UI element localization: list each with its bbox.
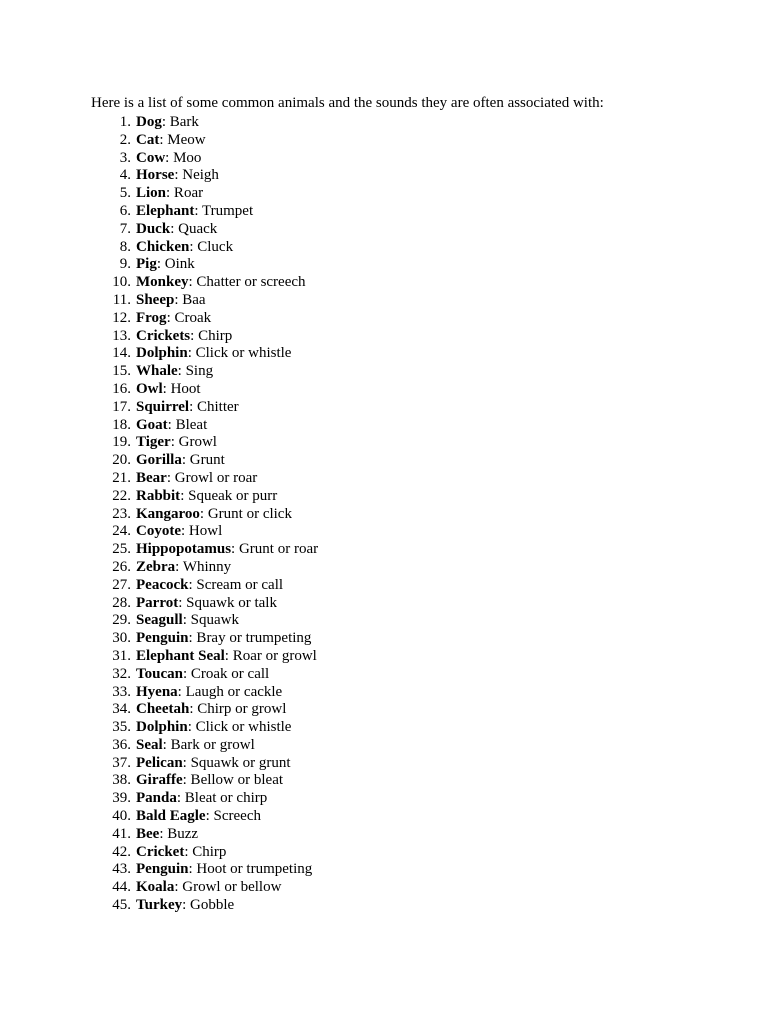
list-item-number: 34.	[112, 701, 131, 718]
list-item-number: 9.	[119, 256, 131, 273]
animal-sound: : Moo	[165, 149, 202, 166]
list-item	[91, 755, 318, 773]
animal-sound: : Bray or trumpeting	[188, 630, 312, 647]
animal-name: Cat	[136, 131, 160, 148]
list-item-number: 22.	[112, 487, 131, 504]
list-item-number: 38.	[112, 772, 131, 789]
animal-name: Bee	[136, 825, 160, 842]
animal-sound: : Scream or call	[188, 576, 284, 593]
list-item-number: 43.	[112, 861, 131, 878]
animal-sound: : Bleat or chirp	[176, 790, 268, 807]
animal-sound: : Sing	[177, 363, 214, 380]
list-item-number: 45.	[112, 897, 131, 914]
list-item-number: 12.	[112, 309, 131, 326]
list-item	[91, 274, 318, 292]
animal-name: Gorilla	[136, 452, 182, 469]
animal-sound: : Croak	[166, 309, 212, 326]
list-item	[91, 737, 318, 755]
list-item	[91, 185, 318, 203]
animal-name: Pig	[136, 256, 157, 273]
list-item-number: 36.	[112, 736, 131, 753]
list-item-number: 17.	[112, 398, 131, 415]
list-item-number: 29.	[112, 612, 131, 629]
animal-name: Sheep	[136, 291, 175, 308]
animal-name: Turkey	[136, 897, 183, 914]
animal-sound: : Cluck	[189, 238, 234, 255]
animal-name: Seagull	[136, 612, 183, 629]
list-item-number: 21.	[112, 469, 131, 486]
animal-name: Zebra	[136, 558, 176, 575]
list-item-number: 10.	[112, 274, 131, 291]
list-item-number: 27.	[112, 576, 131, 593]
animal-name: Frog	[136, 309, 167, 326]
list-item-number: 39.	[112, 790, 131, 807]
animal-sound: : Grunt or click	[199, 505, 292, 522]
animal-name: Hyena	[136, 683, 178, 700]
list-item	[91, 808, 318, 826]
list-item	[91, 452, 318, 470]
animal-sound: : Bark or growl	[162, 736, 255, 753]
list-item-number: 25.	[112, 541, 131, 558]
list-item	[91, 114, 318, 132]
animal-sound: : Baa	[174, 291, 206, 308]
animal-name: Cricket	[136, 843, 185, 860]
animal-name: Panda	[136, 790, 177, 807]
animal-name: Goat	[136, 416, 168, 433]
animal-sound: : Growl or roar	[166, 469, 258, 486]
animal-name: Bear	[136, 469, 167, 486]
animal-sound: : Oink	[156, 256, 195, 273]
animal-name: Giraffe	[136, 772, 183, 789]
list-item	[91, 132, 318, 150]
animal-sound: : Chirp	[190, 327, 233, 344]
animal-name: Chicken	[136, 238, 190, 255]
animal-name: Toucan	[136, 665, 183, 682]
list-item-number: 37.	[112, 754, 131, 771]
animal-sound: : Growl	[170, 434, 217, 451]
animal-name: Parrot	[136, 594, 179, 611]
animal-name: Seal	[136, 736, 163, 753]
list-item	[91, 150, 318, 168]
list-item	[91, 523, 318, 541]
animal-sound: : Howl	[181, 523, 223, 540]
animal-name: Elephant Seal	[136, 647, 225, 664]
animal-sound: : Trumpet	[194, 202, 254, 219]
animal-sound: : Click or whistle	[187, 719, 292, 736]
list-item	[91, 772, 318, 790]
animal-sound-list	[91, 114, 318, 915]
animal-sound: : Squeak or purr	[180, 487, 278, 504]
animal-sound: : Click or whistle	[187, 345, 292, 362]
animal-sound: : Roar or growl	[224, 647, 317, 664]
animal-sound: : Grunt	[181, 452, 225, 469]
animal-name: Tiger	[136, 434, 171, 451]
list-item	[91, 399, 318, 417]
animal-sound: : Grunt or roar	[231, 541, 319, 558]
animal-name: Crickets	[136, 327, 191, 344]
animal-name: Owl	[136, 380, 163, 397]
list-item-number: 4.	[119, 167, 131, 184]
animal-sound: : Croak or call	[182, 665, 270, 682]
animal-name: Penguin	[136, 630, 189, 647]
animal-sound: : Quack	[170, 220, 218, 237]
list-item-number: 13.	[112, 327, 131, 344]
intro-text: Here is a list of some common animals and the sounds they are often associated with:	[91, 95, 604, 111]
animal-name: Coyote	[136, 523, 181, 540]
animal-sound: : Bellow or bleat	[182, 772, 284, 789]
animal-sound: : Squawk or grunt	[182, 754, 291, 771]
list-item-number: 11.	[112, 291, 131, 308]
animal-sound: : Screech	[205, 808, 261, 825]
list-item-number: 26.	[112, 558, 131, 575]
list-item	[91, 577, 318, 595]
list-item	[91, 897, 318, 915]
list-item	[91, 541, 318, 559]
list-item	[91, 612, 318, 630]
list-item-number: 32.	[112, 665, 131, 682]
animal-sound: : Laugh or cackle	[177, 683, 283, 700]
animal-name: Kangaroo	[136, 505, 200, 522]
list-item	[91, 310, 318, 328]
animal-name: Peacock	[136, 576, 189, 593]
list-item-number: 33.	[112, 683, 131, 700]
animal-sound: : Roar	[166, 185, 204, 202]
list-item	[91, 559, 318, 577]
animal-name: Horse	[136, 167, 175, 184]
list-item-number: 6.	[119, 202, 131, 219]
list-item-number: 19.	[112, 434, 131, 451]
animal-sound: : Buzz	[159, 825, 199, 842]
list-item	[91, 595, 318, 613]
list-item	[91, 648, 318, 666]
animal-name: Lion	[136, 185, 167, 202]
list-item-number: 15.	[112, 363, 131, 380]
animal-sound: : Chitter	[189, 398, 239, 415]
list-item	[91, 666, 318, 684]
list-item	[91, 790, 318, 808]
animal-name: Dolphin	[136, 719, 188, 736]
animal-name: Cow	[136, 149, 166, 166]
list-item	[91, 221, 318, 239]
list-item-number: 1.	[119, 114, 131, 130]
animal-sound: : Bleat	[167, 416, 208, 433]
animal-name: Dog	[136, 114, 162, 130]
list-item	[91, 434, 318, 452]
animal-sound: : Chirp	[184, 843, 227, 860]
list-item	[91, 239, 318, 257]
list-item-number: 14.	[112, 345, 131, 362]
animal-name: Penguin	[136, 861, 189, 878]
list-item	[91, 292, 318, 310]
list-item-number: 2.	[119, 131, 131, 148]
list-item	[91, 844, 318, 862]
list-item	[91, 879, 318, 897]
animal-name: Whale	[136, 363, 178, 380]
animal-name: Squirrel	[136, 398, 190, 415]
animal-sound: : Meow	[159, 131, 206, 148]
list-item-number: 3.	[119, 149, 131, 166]
list-item-number: 30.	[112, 630, 131, 647]
animal-name: Rabbit	[136, 487, 181, 504]
list-item-number: 5.	[119, 185, 131, 202]
list-item	[91, 328, 318, 346]
list-item-number: 18.	[112, 416, 131, 433]
list-item-number: 31.	[112, 647, 131, 664]
list-item-number: 35.	[112, 719, 131, 736]
list-item	[91, 701, 318, 719]
list-item	[91, 417, 318, 435]
animal-name: Hippopotamus	[136, 541, 232, 558]
list-item	[91, 167, 318, 185]
list-item-number: 24.	[112, 523, 131, 540]
list-item-number: 23.	[112, 505, 131, 522]
animal-sound: : Chatter or screech	[188, 274, 306, 291]
animal-name: Cheetah	[136, 701, 190, 718]
animal-sound: : Whinny	[175, 558, 232, 575]
list-item-number: 40.	[112, 808, 131, 825]
list-item-number: 28.	[112, 594, 131, 611]
animal-sound: : Gobble	[182, 897, 235, 914]
list-item-number: 41.	[112, 825, 131, 842]
animal-name: Elephant	[136, 202, 195, 219]
list-item-number: 16.	[112, 380, 131, 397]
list-item	[91, 488, 318, 506]
animal-sound: : Neigh	[174, 167, 219, 184]
list-item-number: 20.	[112, 452, 131, 469]
list-item	[91, 630, 318, 648]
list-item	[91, 684, 318, 702]
list-item	[91, 470, 318, 488]
animal-sound: : Hoot or trumpeting	[188, 861, 313, 878]
animal-sound: : Chirp or growl	[189, 701, 287, 718]
animal-sound: : Bark	[161, 114, 199, 130]
animal-sound: : Squawk	[182, 612, 239, 629]
list-item	[91, 345, 318, 363]
animal-sound: : Hoot	[162, 380, 201, 397]
animal-name: Monkey	[136, 274, 189, 291]
animal-name: Bald Eagle	[136, 808, 206, 825]
list-item	[91, 203, 318, 221]
list-item-number: 7.	[119, 220, 131, 237]
animal-name: Duck	[136, 220, 171, 237]
list-item	[91, 506, 318, 524]
animal-name: Pelican	[136, 754, 183, 771]
list-item	[91, 826, 318, 844]
list-item-number: 44.	[112, 879, 131, 896]
list-item	[91, 256, 318, 274]
animal-sound: : Growl or bellow	[174, 879, 282, 896]
list-item	[91, 381, 318, 399]
list-item	[91, 861, 318, 879]
animal-sound: : Squawk or talk	[178, 594, 277, 611]
animal-name: Dolphin	[136, 345, 188, 362]
list-item-number: 42.	[112, 843, 131, 860]
list-item	[91, 719, 318, 737]
animal-name: Koala	[136, 879, 175, 896]
list-item-number: 8.	[119, 238, 131, 255]
list-item	[91, 363, 318, 381]
